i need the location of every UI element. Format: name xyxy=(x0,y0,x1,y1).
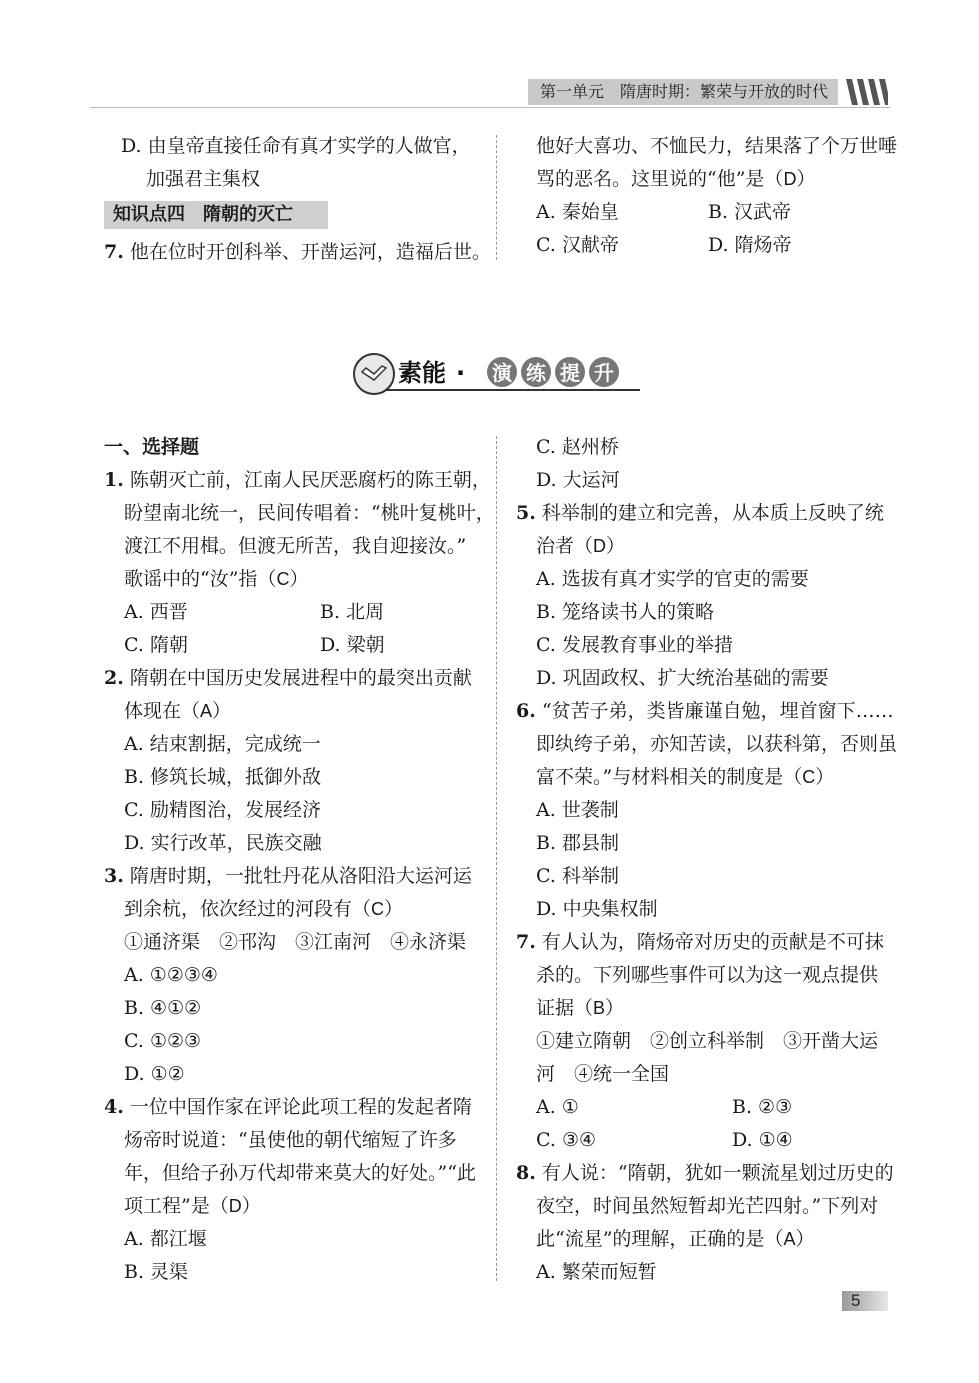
question-7-line3 xyxy=(536,163,815,196)
option-c: C. 汉献帝 xyxy=(536,234,619,256)
answer: C xyxy=(276,569,290,589)
question-text: 证据（ xyxy=(536,997,594,1019)
option-a: A. 世袭制 xyxy=(536,799,619,821)
q1-line2: 盼望南北统一，民间传唱着：“桃叶复桃叶， xyxy=(124,502,495,524)
question-text: 骂的恶名。这里说的“他”是（ xyxy=(536,168,784,190)
option-a: A. 秦始皇 xyxy=(536,201,619,223)
page-number-box xyxy=(842,1291,888,1311)
question-number: 2. xyxy=(104,667,124,689)
option-c: C. ③④ xyxy=(536,1129,597,1151)
option-b: B. 汉武帝 xyxy=(708,201,792,223)
banner-char: 升 xyxy=(594,361,614,385)
q6-line1 xyxy=(516,695,894,728)
option-a: A. ① xyxy=(536,1096,579,1118)
q4-line3: 年，但给子孙万代却带来莫大的好处。”“此 xyxy=(124,1162,476,1184)
option-d-line1: D. 由皇帝直接任命有真才实学的人做官， xyxy=(121,135,471,157)
question-text: ） xyxy=(606,535,626,557)
q5-line2 xyxy=(536,530,625,563)
option-d: D. 梁朝 xyxy=(320,634,385,656)
page-number: 5 xyxy=(851,1291,861,1310)
banner-char: 演 xyxy=(492,361,512,385)
option-c: C. 励精图治，发展经济 xyxy=(124,799,321,821)
question-text: 陈朝灭亡前，江南人民厌恶腐朽的陈王朝， xyxy=(129,469,491,491)
option-b: B. ④①② xyxy=(124,997,202,1019)
question-text: ） xyxy=(795,1228,815,1250)
column-divider xyxy=(496,135,497,260)
section-banner xyxy=(352,350,642,400)
q7b-line1 xyxy=(516,926,884,959)
option-b: B. ②③ xyxy=(732,1096,793,1118)
banner-title: 素能 xyxy=(398,359,446,387)
option-b: B. 笼络读书人的策略 xyxy=(536,601,715,623)
q3-line2 xyxy=(124,893,403,926)
option-d: D. ①② xyxy=(124,1063,185,1085)
q3-line1 xyxy=(104,860,472,893)
question-number: 7. xyxy=(104,241,124,263)
question-text: 隋唐时期，一批牡丹花从洛阳沿大运河运 xyxy=(129,865,472,887)
banner-char: 提 xyxy=(560,361,580,385)
q4-line4 xyxy=(124,1190,261,1223)
question-7-top xyxy=(104,236,491,269)
question-number: 8. xyxy=(516,1162,536,1184)
question-number: 7. xyxy=(516,931,536,953)
question-number: 5. xyxy=(516,502,536,524)
q6-line2: 即纨绔子弟，亦知苦读，以获科第，否则虽 xyxy=(536,733,898,755)
question-text: 科举制的建立和完善，从本质上反映了统 xyxy=(541,502,884,524)
q4-line1 xyxy=(104,1091,472,1124)
question-text: 一位中国作家在评论此项工程的发起者隋 xyxy=(129,1096,472,1118)
option-b: B. 北周 xyxy=(320,601,385,623)
answer: D xyxy=(228,1196,242,1216)
option-d: D. 实行改革，民族交融 xyxy=(124,832,322,854)
q4-line2: 炀帝时说道：“虽使他的朝代缩短了许多 xyxy=(124,1129,457,1151)
q8-line1 xyxy=(516,1157,894,1190)
option-c: C. 发展教育事业的举措 xyxy=(536,634,733,656)
q1-line3: 渡江不用楫。但渡无所苦，我自迎接汝。” xyxy=(124,535,467,557)
option-c: C. 隋朝 xyxy=(124,634,188,656)
answer: A xyxy=(200,701,213,721)
q6-line3 xyxy=(536,761,834,794)
option-d-line2: 加强君主集权 xyxy=(146,168,261,190)
question-text: 富不荣。”与材料相关的制度是（ xyxy=(536,766,803,788)
answer: D xyxy=(593,536,607,556)
question-text: ） xyxy=(384,898,404,920)
question-text: ） xyxy=(605,997,625,1019)
q7b-items2: 河 ④统一全国 xyxy=(536,1063,670,1085)
unit-title: 第一单元 隋唐时期：繁荣与开放的时代 xyxy=(540,82,829,101)
q7b-line2: 杀的。下列哪些事件可以为这一观点提供 xyxy=(536,964,879,986)
knowledge-point-title: 知识点四 隋朝的灭亡 xyxy=(113,204,293,225)
q7b-line3 xyxy=(536,992,624,1025)
question-text: 有人说：“隋朝，犹如一颗流星划过历史的 xyxy=(541,1162,894,1184)
option-a: A. 繁荣而短暂 xyxy=(536,1261,657,1283)
q3-items: ①通济渠 ②邗沟 ③江南河 ④永济渠 xyxy=(124,931,467,953)
banner-char: 练 xyxy=(526,361,546,385)
answer: C xyxy=(371,899,385,919)
q2-line1 xyxy=(104,662,472,695)
question-7-line2: 他好大喜功、不恤民力，结果落了个万世唾 xyxy=(536,135,898,157)
question-text: 到余杭，依次经过的河段有（ xyxy=(124,898,372,920)
question-text: 体现在（ xyxy=(124,700,201,722)
question-text: 他在位时开创科举、开凿运河，造福后世。 xyxy=(129,241,491,263)
option-d: D. 隋炀帝 xyxy=(708,234,792,256)
option-b: B. 郡县制 xyxy=(536,832,620,854)
question-text: 此“流星”的理解，正确的是（ xyxy=(536,1228,784,1250)
option-c: C. 科举制 xyxy=(536,865,619,887)
option-b: B. 修筑长城，抵御外敌 xyxy=(124,766,322,788)
question-text: ） xyxy=(212,700,232,722)
question-text: 有人认为，隋炀帝对历史的贡献是不可抹 xyxy=(541,931,884,953)
question-number: 6. xyxy=(516,700,536,722)
q1-line4 xyxy=(124,563,308,596)
answer: A xyxy=(783,1229,796,1249)
answer: B xyxy=(593,998,606,1018)
option-a: A. 都江堰 xyxy=(124,1228,207,1250)
option-c: C. ①②③ xyxy=(124,1030,202,1052)
option-d: D. 中央集权制 xyxy=(536,898,658,920)
question-text: “贫苦子弟，类皆廉谨自勉，埋首窗下…… xyxy=(541,700,894,722)
option-b: B. 灵渠 xyxy=(124,1261,189,1283)
question-number: 3. xyxy=(104,865,124,887)
banner-dot: · xyxy=(456,359,466,387)
option-a: A. ①②③④ xyxy=(124,964,218,986)
question-text: 治者（ xyxy=(536,535,594,557)
question-text: 隋朝在中国历史发展进程中的最突出贡献 xyxy=(129,667,472,689)
option-d: D. 巩固政权、扩大统治基础的需要 xyxy=(536,667,829,689)
question-text: ） xyxy=(815,766,835,788)
q8-line2: 夜空，时间虽然短暂却光芒四射。”下列对 xyxy=(536,1195,879,1217)
question-text: 歌谣中的“汝”指（ xyxy=(124,568,277,590)
q7b-items1: ①建立隋朝 ②创立科举制 ③开凿大运 xyxy=(536,1030,879,1052)
question-text: ） xyxy=(796,168,816,190)
option-c: C. 赵州桥 xyxy=(536,436,619,458)
answer: C xyxy=(802,767,816,787)
option-d: D. 大运河 xyxy=(536,469,620,491)
column-divider xyxy=(496,436,497,1281)
q8-line3 xyxy=(536,1223,814,1256)
option-a: A. 选拔有真才实学的官吏的需要 xyxy=(536,568,809,590)
option-d: D. ①④ xyxy=(732,1129,793,1151)
header-stripes-icon xyxy=(844,79,888,105)
section-title: 一、选择题 xyxy=(104,436,200,458)
question-text: ） xyxy=(241,1195,261,1217)
question-text: 项工程”是（ xyxy=(124,1195,229,1217)
option-a: A. 结束割据，完成统一 xyxy=(124,733,321,755)
question-text: ） xyxy=(289,568,309,590)
header-rule xyxy=(90,107,890,108)
option-a: A. 西晋 xyxy=(124,601,188,623)
q5-line1 xyxy=(516,497,884,530)
question-number: 4. xyxy=(104,1096,124,1118)
question-number: 1. xyxy=(104,469,124,491)
q2-line2 xyxy=(124,695,231,728)
answer: D xyxy=(783,169,797,189)
q1-line1 xyxy=(104,464,491,497)
